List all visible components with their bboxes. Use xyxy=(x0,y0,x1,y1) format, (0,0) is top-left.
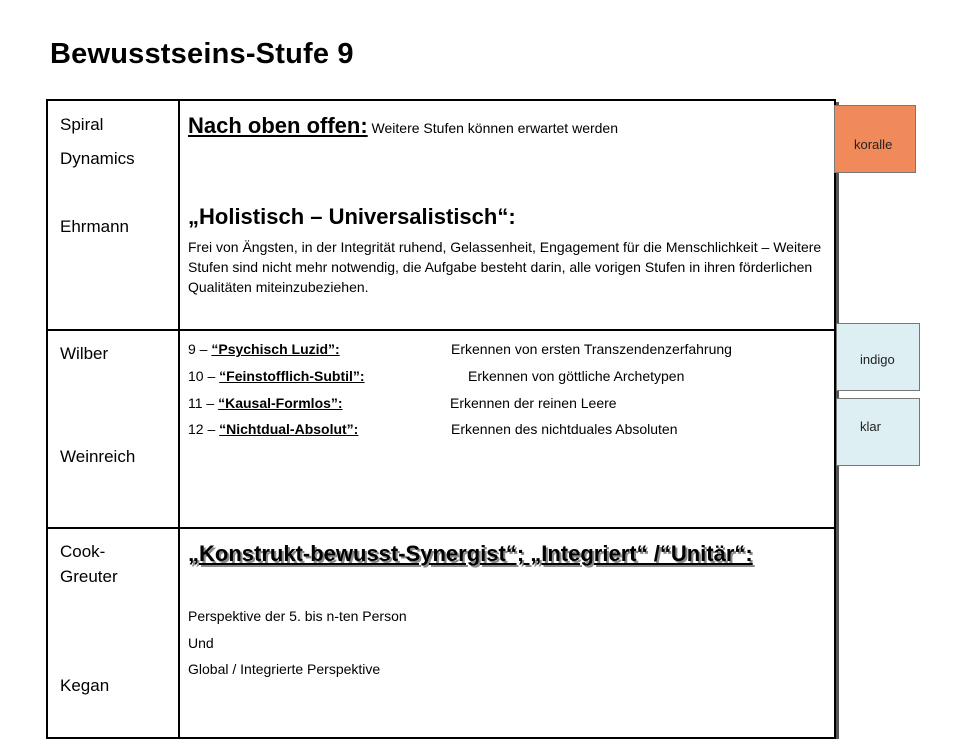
row3-heading: „Konstrukt-bewusst-Synergist“; „Integriert“ /“Unitär“: xyxy=(188,541,753,566)
row3-line-1: Perspektive der 5. bis n-ten Person xyxy=(188,608,407,624)
koralle-label: koralle xyxy=(854,137,893,152)
row1-heading-rest: Weitere Stufen können erwartet werden xyxy=(367,120,618,136)
column-divider xyxy=(178,101,180,737)
row-divider-1 xyxy=(48,329,834,331)
row2-label-weinreich: Weinreich xyxy=(60,447,136,466)
stage-table xyxy=(46,99,836,739)
level-label: “Nichtdual-Absolut”: xyxy=(219,421,359,437)
level-description: Erkennen von ersten Transzendenzerfahrung xyxy=(451,341,732,357)
indigo-label: indigo xyxy=(860,352,895,367)
row3-label-cook: Cook- xyxy=(60,542,106,561)
row2-label-wilber: Wilber xyxy=(60,344,109,363)
side-box-klar xyxy=(836,398,920,466)
klar-label: klar xyxy=(860,419,881,434)
row2-line-9 xyxy=(188,341,732,357)
row1-label-ehrmann: Ehrmann xyxy=(60,217,129,236)
level-label: “Kausal-Formlos”: xyxy=(218,395,343,411)
row1-subheading: „Holistisch – Universalistisch“: xyxy=(188,204,516,229)
row2-line-10 xyxy=(188,368,685,384)
row1-label-dynamics: Dynamics xyxy=(60,149,135,168)
row3-line-3: Global / Integrierte Perspektive xyxy=(188,661,381,677)
row3-label-kegan: Kegan xyxy=(60,676,110,695)
row2-line-11 xyxy=(188,395,617,411)
level-label: “Feinstofflich-Subtil”: xyxy=(219,368,365,384)
row3-label-greuter: Greuter xyxy=(60,567,118,586)
level-description: Erkennen von göttliche Archetypen xyxy=(468,368,685,384)
side-box-koralle xyxy=(834,105,916,173)
row3-line-2: Und xyxy=(188,635,214,651)
row1-heading-bold: Nach oben offen: xyxy=(188,113,368,138)
line-number: 11 – xyxy=(188,395,219,411)
side-box-indigo xyxy=(836,323,920,391)
level-description: Erkennen des nichtduales Absoluten xyxy=(451,421,678,437)
line-number: 9 – xyxy=(188,341,212,357)
row1-label-spiral: Spiral xyxy=(60,115,104,134)
row2-line-12 xyxy=(188,421,678,437)
row-divider-2 xyxy=(48,527,834,529)
line-number: 10 – xyxy=(188,368,220,384)
level-description: Erkennen der reinen Leere xyxy=(450,395,617,411)
slide-title: Bewusstseins-Stufe 9 xyxy=(50,38,354,70)
row1-heading xyxy=(188,113,828,139)
level-label: “Psychisch Luzid”: xyxy=(211,341,340,357)
line-number: 12 – xyxy=(188,421,220,437)
row1-body: Frei von Ängsten, in der Integrität ruhend, Gelassenheit, Engagement für die Menschlichkeit – Weitere Stufen sind nicht mehr notwendig, die Aufgabe besteht darin, alle vorigen Stufen in ihren förderlichen Qualitäten miteinzubeziehen. xyxy=(188,239,822,295)
